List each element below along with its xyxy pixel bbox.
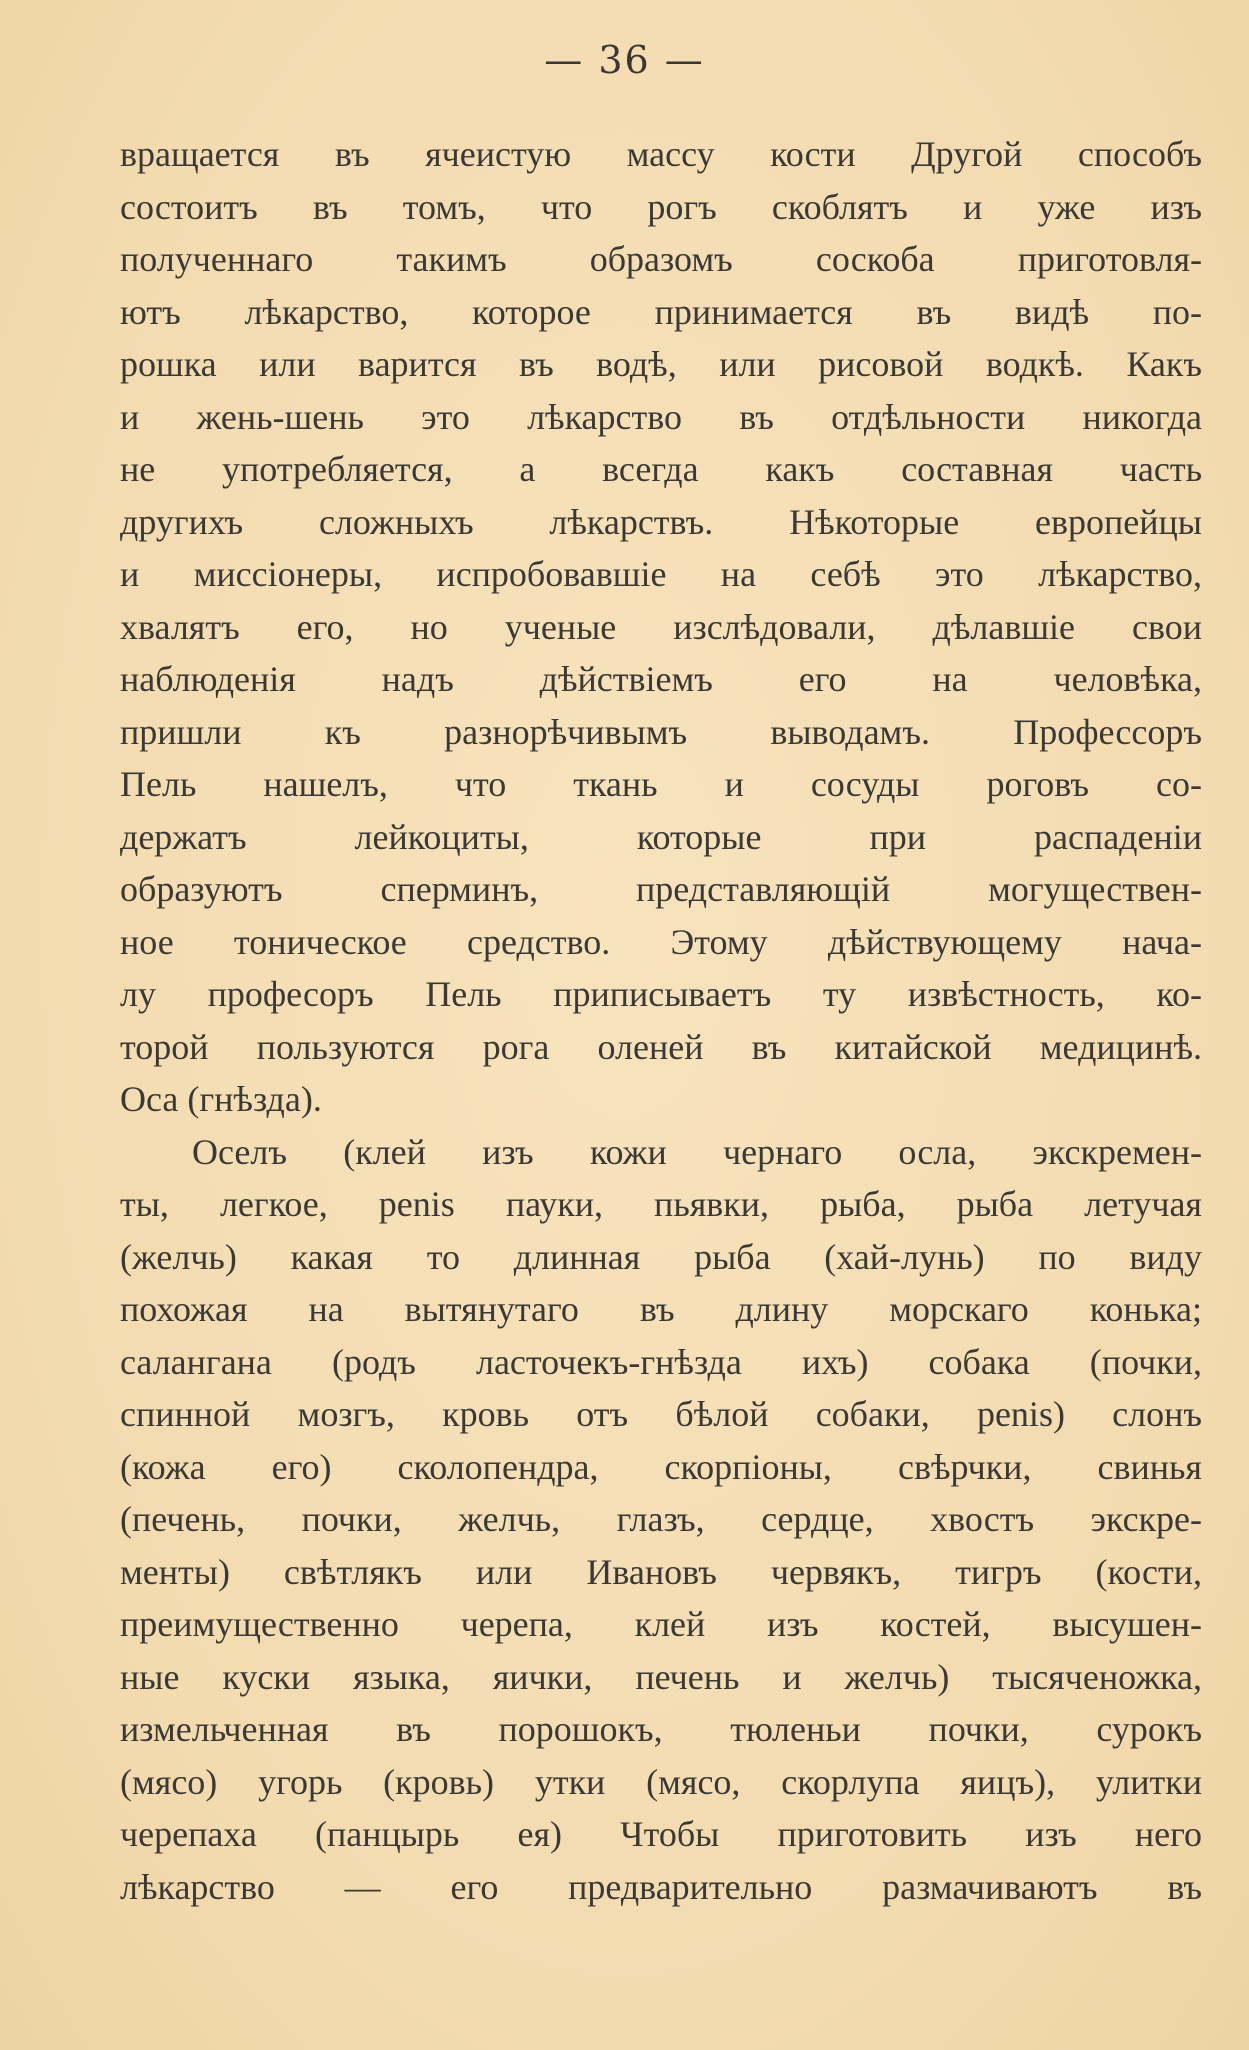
text-line: черепаха (панцырь ея) Чтобы приготовить изъ него (120, 1814, 1202, 1854)
text-line: похожая на вытянутаго въ длину морскаго конька; (120, 1289, 1202, 1329)
text-line: (мясо) угорь (кровь) утки (мясо, скорлупа яицъ), улитки (120, 1761, 1202, 1802)
text-line: ное тоническое средство. Этому дѣйствующему нача- (120, 921, 1202, 962)
text-line: состоитъ въ томъ, что рогъ скоблятъ и уже изъ (120, 186, 1202, 227)
text-line: образуютъ сперминъ, представляющій могуществен- (120, 869, 1202, 909)
text-line: Оса (гнѣзда). (120, 1079, 322, 1119)
text-line: пришли къ разнорѣчивымъ выводамъ. Профессоръ (120, 711, 1202, 752)
text-line: не употребляется, а всегда какъ составная часть (120, 449, 1202, 489)
text-body (120, 128, 1202, 1913)
text-line: лѣкарство — его предварительно размачиваютъ въ (120, 1866, 1202, 1907)
text-line: рошка или варится въ водѣ, или рисовой водкѣ. Какъ (120, 344, 1202, 384)
text-line: спинной мозгъ, кровь отъ бѣлой собаки, penis) слонъ (120, 1394, 1202, 1434)
text-line: ютъ лѣкарство, которое принимается въ видѣ по- (120, 291, 1202, 332)
page-number: — 36 — (544, 38, 705, 82)
text-line: держатъ лейкоциты, которые при распаденіи (120, 816, 1202, 857)
text-line: ты, легкое, penis пауки, пьявки, рыба, рыба летучая (120, 1184, 1202, 1224)
text-line: Пель нашелъ, что ткань и сосуды роговъ со- (120, 764, 1202, 804)
text-line: хвалятъ его, но ученые изслѣдовали, дѣлавшіе свои (120, 606, 1202, 647)
text-line: лу професоръ Пель приписываетъ ту извѣстность, ко- (120, 974, 1202, 1014)
text-line: (желчь) какая то длинная рыба (хай-лунь) по виду (120, 1236, 1202, 1277)
text-line: (печень, почки, желчь, глазъ, сердце, хвостъ экскре- (120, 1499, 1202, 1539)
text-line: (кожа его) сколопендра, скорпіоны, свѣрчки, свинья (120, 1446, 1202, 1487)
text-line: торой пользуются рога оленей въ китайской медицинѣ. (120, 1026, 1202, 1067)
text-line: и миссіонеры, испробовавшіе на себѣ это лѣкарство, (120, 554, 1202, 594)
paragraph-start-line: Оселъ (клей изъ кожи чернаго осла, экскремен- (192, 1131, 1202, 1172)
text-line: менты) свѣтлякъ или Ивановъ червякъ, тигръ (кости, (120, 1551, 1202, 1592)
text-line: наблюденія надъ дѣйствіемъ его на человѣка, (120, 659, 1202, 699)
text-line: и жень-шень это лѣкарство въ отдѣльности никогда (120, 396, 1202, 437)
text-line: салангана (родъ ласточекъ-гнѣзда ихъ) собака (почки, (120, 1341, 1202, 1382)
text-line: преимущественно черепа, клей изъ костей, высушен- (120, 1604, 1202, 1644)
text-line: ные куски языка, яички, печень и желчь) тысяченожка, (120, 1656, 1202, 1697)
text-line: измельченная въ порошокъ, тюленьи почки, сурокъ (120, 1709, 1202, 1749)
text-line: другихъ сложныхъ лѣкарствъ. Нѣкоторые европейцы (120, 501, 1202, 542)
text-line: вращается въ ячеистую массу кости Другой способъ (120, 134, 1202, 174)
text-line: полученнаго такимъ образомъ соскоба приготовля- (120, 239, 1202, 279)
